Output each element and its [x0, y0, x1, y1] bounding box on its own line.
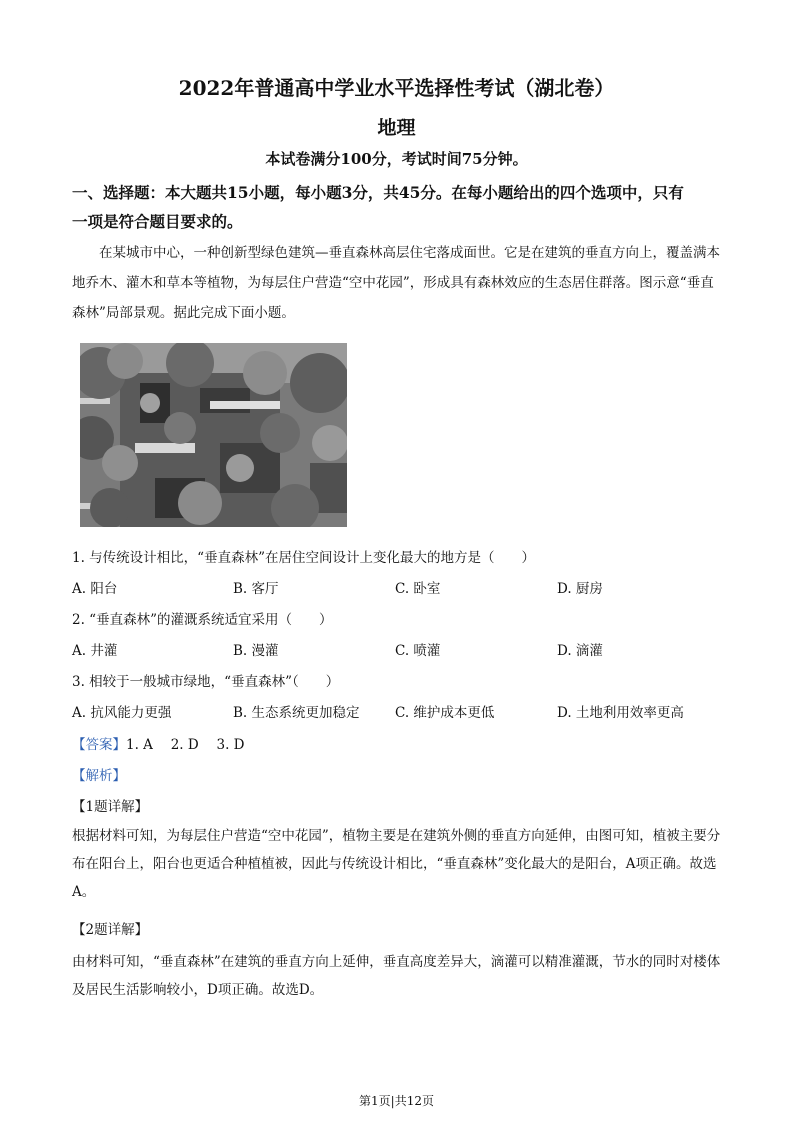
q1-analysis-label: 【1题详解】	[72, 799, 149, 815]
answer-values: 1. A 2. D 3. D	[126, 737, 245, 753]
section-heading	[72, 178, 722, 236]
question-2-stem: 2. “垂直森林”的灌溉系统适宜采用（ ）	[72, 612, 333, 628]
question-1-stem: 1. 与传统设计相比，“垂直森林”在居住空间设计上变化最大的地方是（ ）	[72, 550, 535, 566]
question-3-option-d: D. 土地利用效率更高	[557, 705, 684, 721]
question-2-option-c: C. 喷灌	[395, 643, 441, 659]
question-2-option-b: B. 漫灌	[233, 643, 279, 659]
q2-analysis-text: 由材料可知，“垂直森林”在建筑的垂直方向上延伸，垂直高度差异大，滴灌可以精准灌溉，节水的同时对楼体及居民生活影响较小，D项正确。故选D。	[72, 954, 721, 998]
question-1-option-b: B. 客厅	[233, 581, 279, 597]
question-1-option-a: A. 阳台	[72, 581, 118, 597]
question-3-option-a: A. 抗风能力更强	[72, 705, 172, 721]
question-2-option-a: A. 井灌	[72, 643, 118, 659]
section-heading-line-1: 一、选择题：本大题共15小题，每小题3分，共45分。在每小题给出的四个选项中，只有	[72, 183, 684, 202]
analysis-label: 【解析】	[72, 768, 126, 784]
question-3-stem: 3. 相较于一般城市绿地，“垂直森林”（ ）	[72, 674, 340, 690]
section-heading-line-2: 一项是符合题目要求的。	[72, 212, 243, 231]
reading-passage: 在某城市中心，一种创新型绿色建筑—垂直森林高层住宅落成面世。它是在建筑的垂直方向上，覆盖满本地乔木、灌木和草本等植物，为每层住户营造“空中花园”，形成具有森林效应的生态居住群落。图示意“垂直森林”局部景观。据此完成下面小题。	[72, 245, 720, 321]
exam-note: 本试卷满分100分，考试时间75分钟。	[265, 150, 528, 168]
exam-title: 2022年普通高中学业水平选择性考试（湖北卷）	[178, 76, 615, 100]
question-3-option-c: C. 维护成本更低	[395, 705, 495, 721]
question-1-option-c: C. 卧室	[395, 581, 441, 597]
q1-analysis-text: 根据材料可知，为每层住户营造“空中花园”，植物主要是在建筑外侧的垂直方向延伸，由图可知，植被主要分布在阳台上，阳台也更适合种植植被，因此与传统设计相比，“垂直森林”变化最大的是阳台，A项正确。故选A。	[72, 828, 721, 900]
question-2-option-d: D. 滴灌	[557, 643, 603, 659]
vertical-forest-photo	[80, 343, 347, 527]
answer-row	[72, 733, 245, 753]
page-footer: 第1页|共12页	[359, 1094, 434, 1108]
answer-label: 【答案】	[72, 737, 126, 753]
q2-analysis-label: 【2题详解】	[72, 922, 149, 938]
question-1-option-d: D. 厨房	[557, 581, 603, 597]
question-3-option-b: B. 生态系统更加稳定	[233, 705, 360, 721]
subject-title: 地理	[377, 117, 416, 139]
